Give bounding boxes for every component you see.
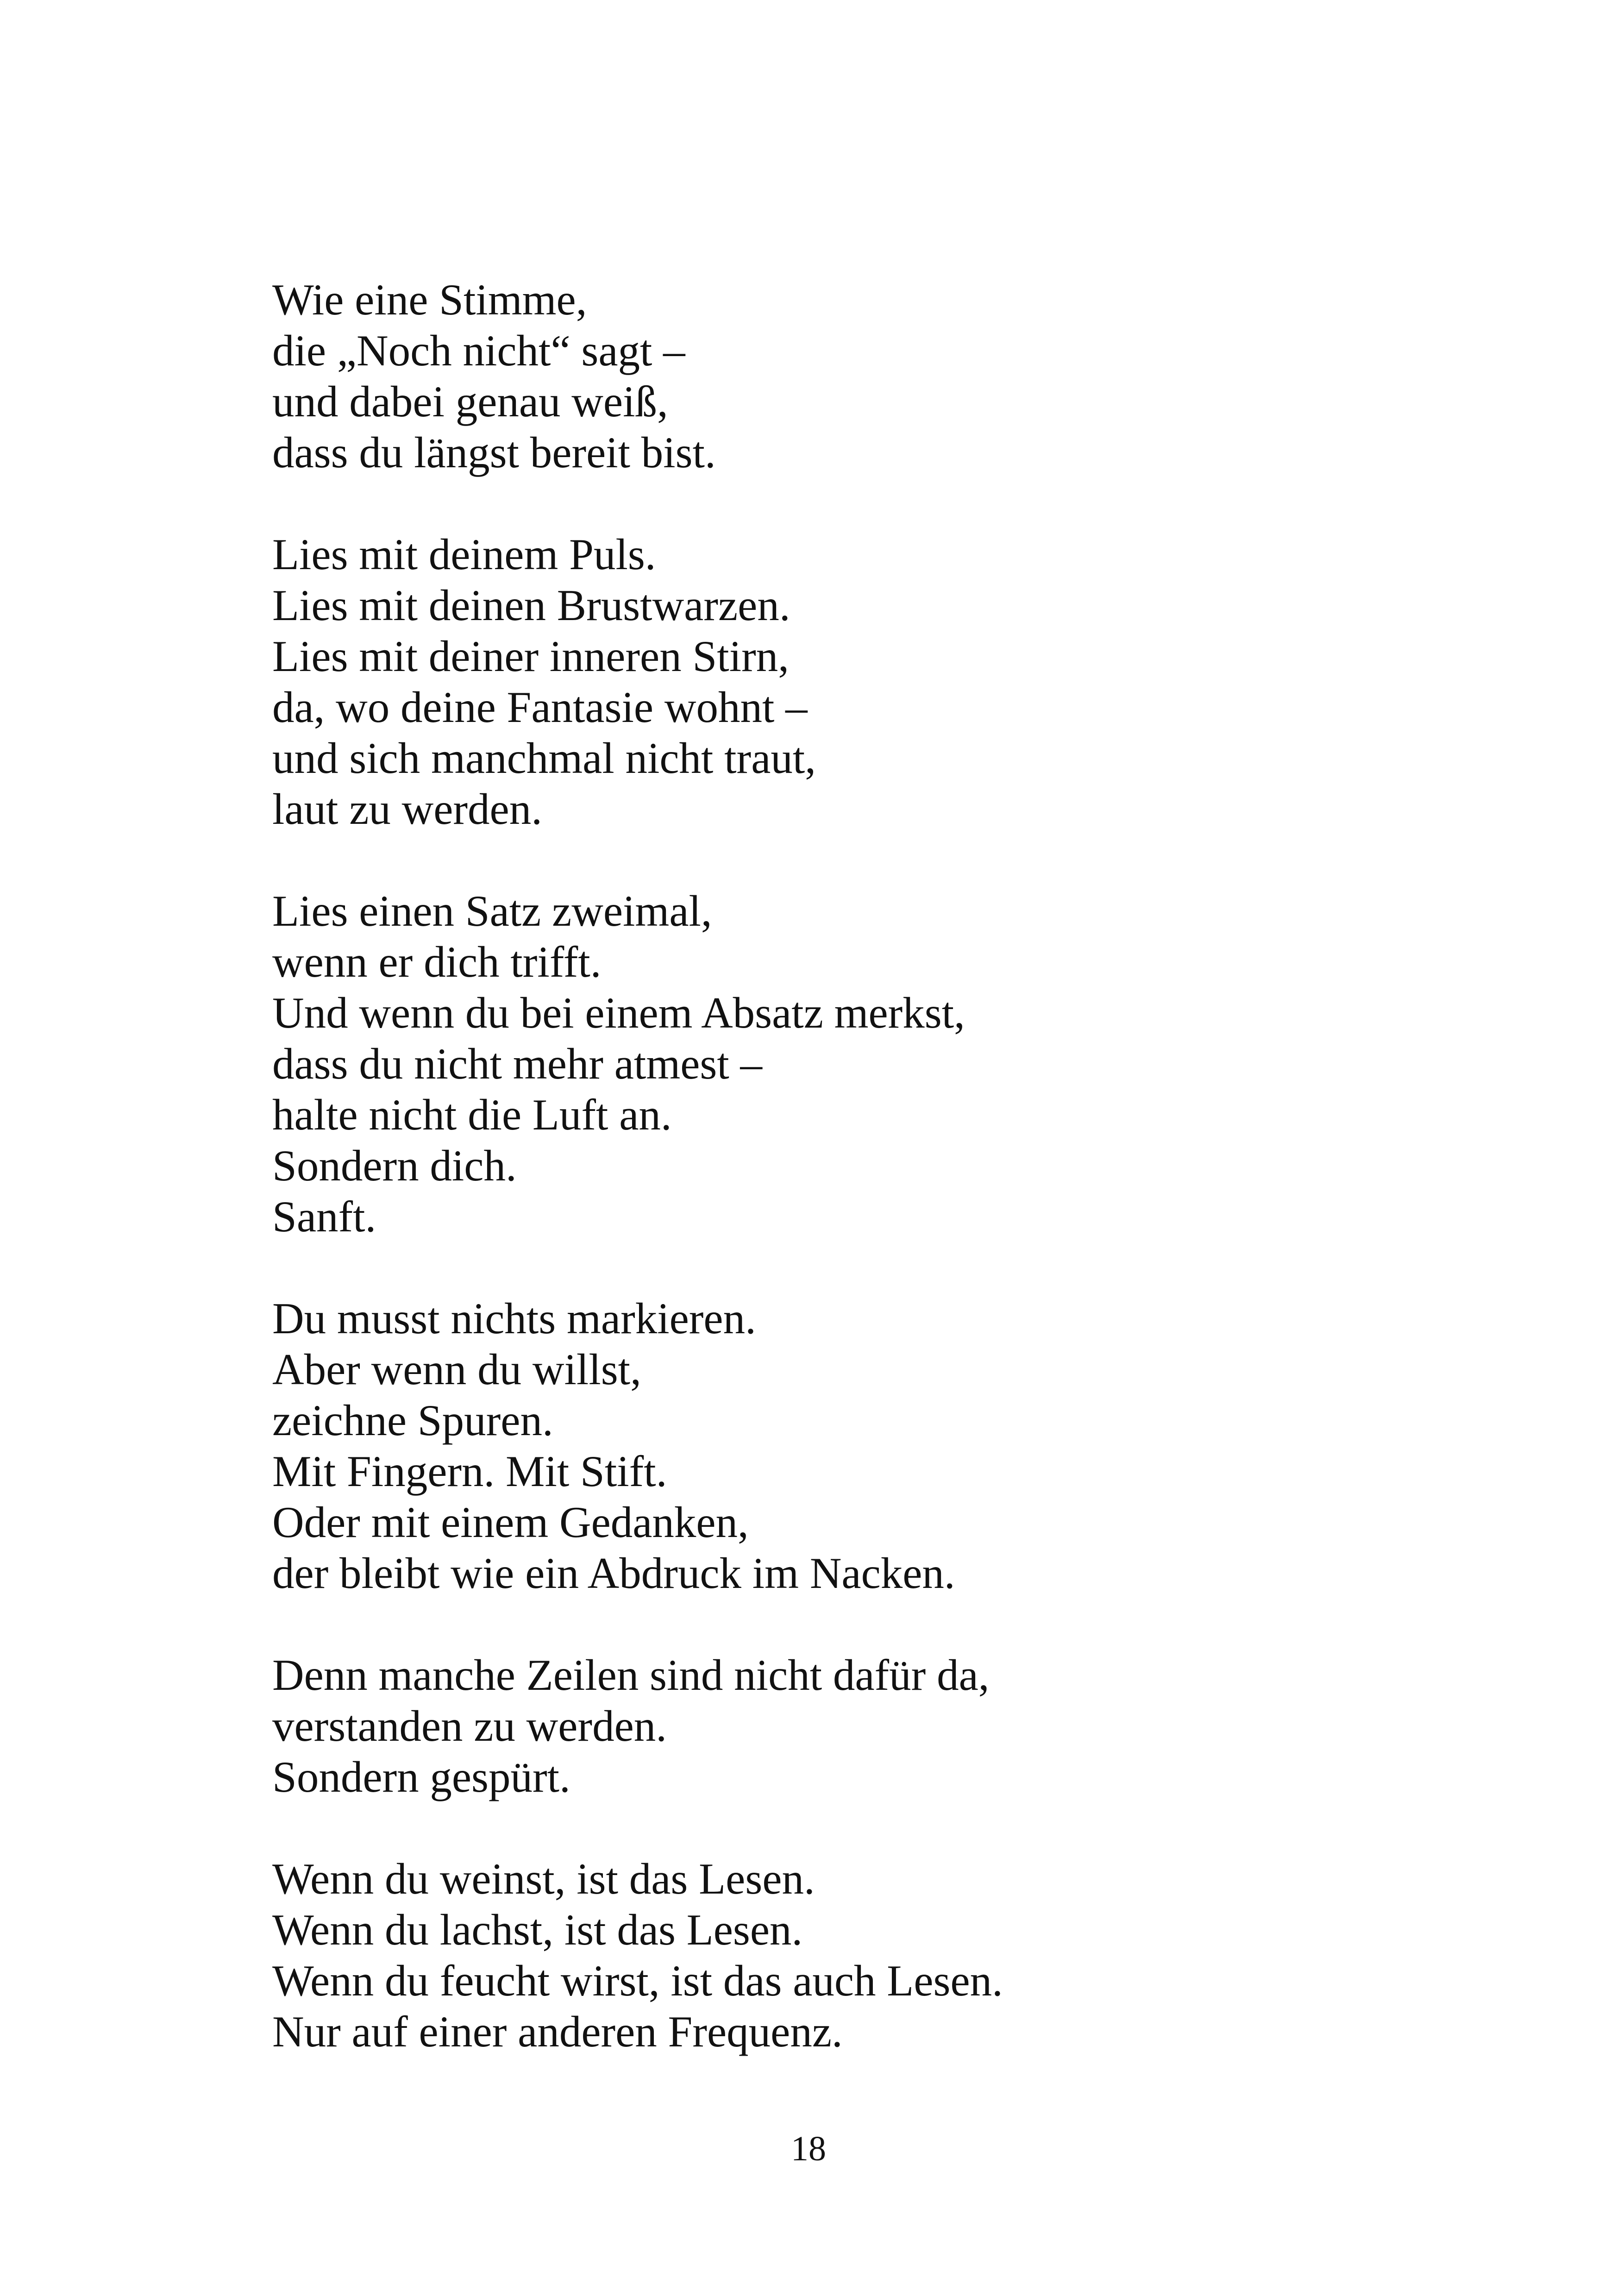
poem-line: und sich manchmal nicht traut, [272, 734, 816, 783]
poem-line: zeichne Spuren. [272, 1396, 553, 1445]
poem-line: Wenn du weinst, ist das Lesen. [272, 1854, 815, 1903]
stanza-4 [272, 1293, 1523, 1599]
poem-line: die „Noch nicht“ sagt – [272, 326, 685, 375]
poem-line: laut zu werden. [272, 784, 542, 834]
poem-line: Sanft. [272, 1192, 376, 1241]
page-number: 18 [791, 2129, 826, 2168]
stanza-6 [272, 1853, 1523, 2057]
poem-line: verstanden zu werden. [272, 1701, 667, 1750]
poem-line: Lies mit deiner inneren Stirn, [272, 632, 789, 681]
poem-line: Denn manche Zeilen sind nicht dafür da, [272, 1650, 990, 1700]
poem-line: und dabei genau weiß, [272, 377, 668, 426]
poem-line: wenn er dich trifft. [272, 937, 602, 986]
poem-line: Sondern gespürt. [272, 1752, 570, 1801]
poem-line: Mit Fingern. Mit Stift. [272, 1447, 667, 1496]
poem-line: Wenn du feucht wirst, ist das auch Lesen. [272, 1956, 1003, 2005]
poem-line: Du musst nichts markieren. [272, 1294, 756, 1343]
poem-line: Lies mit deinem Puls. [272, 530, 656, 579]
poem-line: dass du nicht mehr atmest – [272, 1039, 762, 1088]
stanza-5 [272, 1650, 1523, 1802]
poem-line: Aber wenn du willst, [272, 1345, 641, 1394]
poem-line: Nur auf einer anderen Frequenz. [272, 2007, 843, 2056]
poem-line: da, wo deine Fantasie wohnt – [272, 683, 808, 732]
stanza-1 [272, 274, 1523, 478]
poem-line: Sondern dich. [272, 1141, 517, 1190]
poem-line: halte nicht die Luft an. [272, 1090, 672, 1139]
poem-line: dass du längst bereit bist. [272, 428, 716, 477]
poem-line: Wie eine Stimme, [272, 275, 587, 324]
poem-body [272, 274, 1523, 2057]
poem-line: Oder mit einem Gedanken, [272, 1498, 749, 1547]
poem-line: Und wenn du bei einem Absatz merkst, [272, 988, 965, 1037]
poem-line: Lies mit deinen Brustwarzen. [272, 581, 790, 630]
poem-line: Wenn du lachst, ist das Lesen. [272, 1905, 803, 1954]
stanza-2 [272, 529, 1523, 834]
stanza-3 [272, 885, 1523, 1242]
poem-line: der bleibt wie ein Abdruck im Nacken. [272, 1549, 955, 1598]
poem-line: Lies einen Satz zweimal, [272, 886, 712, 935]
